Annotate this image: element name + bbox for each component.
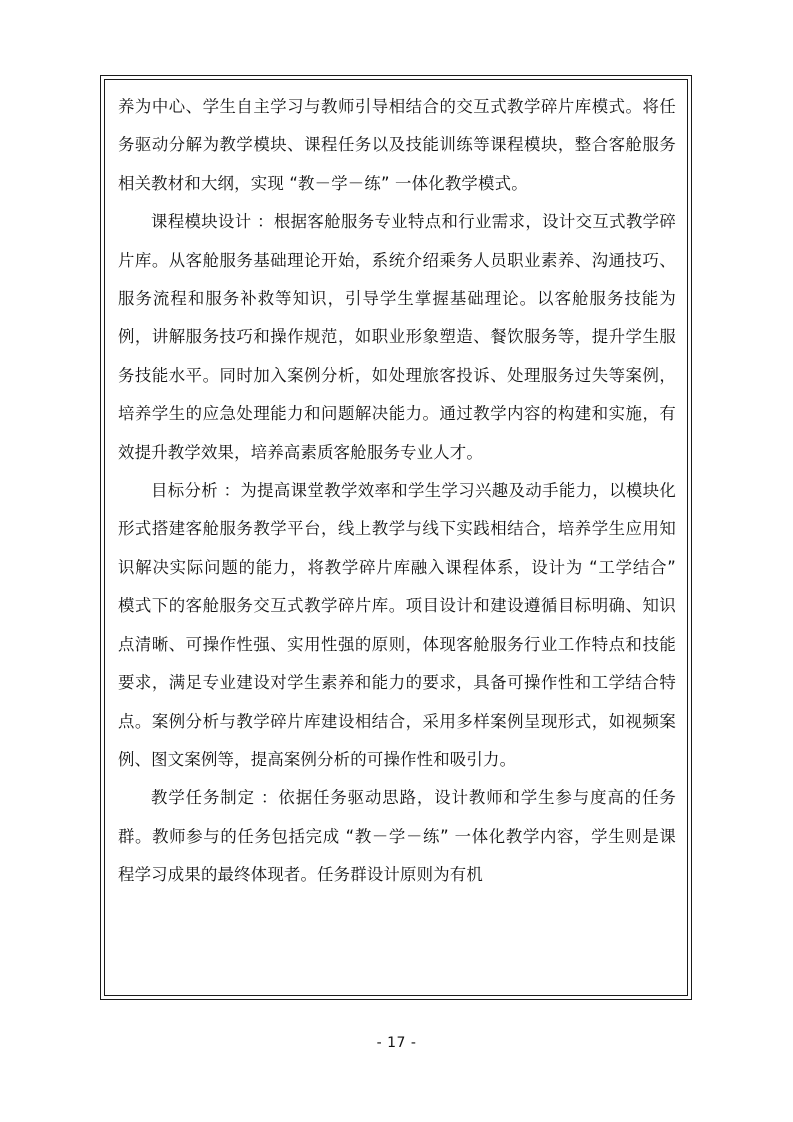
document-body [118, 88, 676, 988]
page-number: - 17 - [376, 1035, 417, 1051]
paragraph-2: 课程模块设计 ：根据客舱服务专业特点和行业需求，设计交互式教学碎片库。从客舱服务基础理论开始，系统介绍乘务人员职业素养、沟通技巧、服务流程和服务补救等知识，引导学生掌握基础理论。以客舱服务技能为例，讲解服务技巧和操作规范，如职业形象塑造、餐饮服务等，提升学生服务技能水平。同时加入案例分析，如处理旅客投诉、处理服务过失等案例，培养学生的应急处理能力和问题解决能力。通过教学内容的构建和实施，有效提升教学效果，培养高素质客舱服务专业人才。 [118, 212, 676, 462]
paragraph-4: 教学任务制定 ：依据任务驱动思路，设计教师和学生参与度高的任务群。教师参与的任务包括完成 “教－学－练” 一体化教学内容，学生则是课程学习成果的最终体现者。任务群设计原则为有机 [118, 788, 676, 885]
paragraph-1: 养为中心、学生自主学习与教师引导相结合的交互式教学碎片库模式。将任务驱动分解为教学模块、课程任务以及技能训练等课程模块，整合客舱服务相关教材和大纲，实现 “教－学－练” 一体化教学模式。 [118, 97, 676, 193]
paragraph-3: 目标分析 ：为提高课堂教学效率和学生学习兴趣及动手能力，以模块化形式搭建客舱服务教学平台，线上教学与线下实践相结合，培养学生应用知识解决实际问题的能力，将教学碎片库融入课程体系，设计为 “工学结合” 模式下的客舱服务交互式教学碎片库。项目设计和建设遵循目标明确、知识点清晰、可操作性强、实用性强的原则，体现客舱服务行业工作特点和技能要求，满足专业建设对学生素养和能力的要求，具备可操作性和工学结合特点。案例分析与教学碎片库建设相结合，采用多样案例呈现形式，如视频案例、图文案例等，提高案例分析的可操作性和吸引力。 [118, 481, 676, 769]
